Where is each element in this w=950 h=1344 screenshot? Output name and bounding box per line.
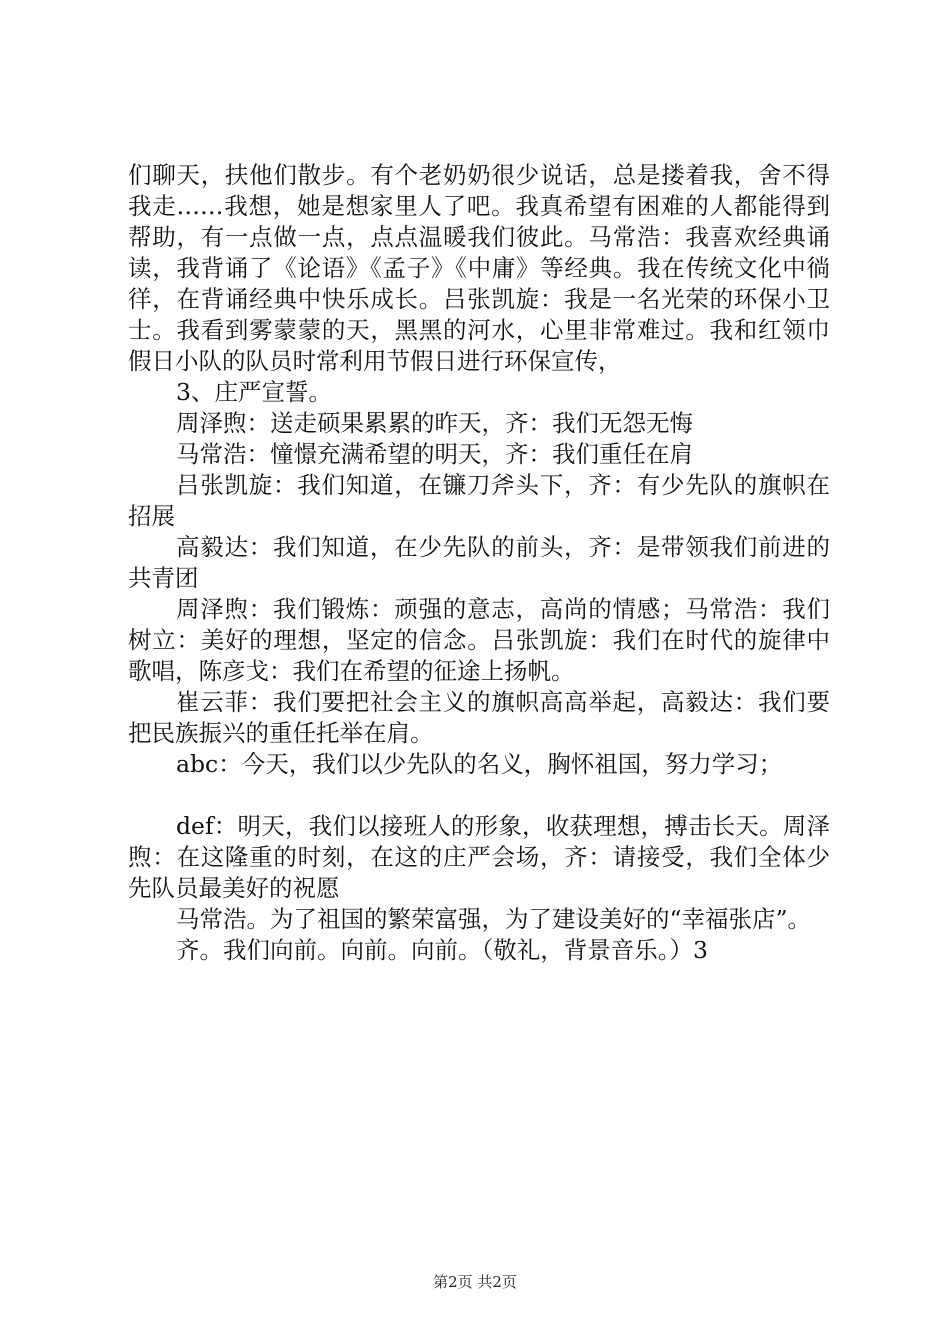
paragraph-4: 马常浩：憧憬充满希望的明天，齐：我们重任在肩 [176, 440, 693, 468]
paragraph-7: 周泽煦：我们锻炼：顽强的意志，高尚的情感；马常浩：我们树立：美好的理想，坚定的信念。吕张凯旋：我们在时代的旋律中歌唱，陈彦戈：我们在希望的征途上扬帆。 [128, 595, 830, 685]
paragraph-6: 高毅达：我们知道，在少先队的前头，齐：是带领我们前进的共青团 [128, 533, 830, 592]
page-number: 第2页 共2页 [433, 1273, 517, 1291]
paragraph-1: 们聊天，扶他们散步。有个老奶奶很少说话，总是搂着我，舍不得我走……我想，她是想家里人了吧。我真希望有困难的人都能得到帮助，有一点做一点，点点温暖我们彼此。马常浩：我喜欢经典诵读，我背诵了《论语》《孟子》《中庸》等经典。我在传统文化中徜徉，在背诵经典中快乐成长。吕张凯旋：我是一名光荣的环保小卫士。我看到雾蒙蒙的天，黑黑的河水，心里非常难过。我和红领巾假日小队的队员时常利用节假日进行环保宣传， [128, 161, 830, 375]
paragraph-9: abc：今天，我们以少先队的名义，胸怀祖国，努力学习； [176, 750, 783, 778]
paragraph-12: 齐。我们向前。向前。向前。（敬礼，背景音乐。）3 [176, 936, 708, 964]
paragraph-5: 吕张凯旋：我们知道，在镰刀斧头下，齐：有少先队的旗帜在招展 [128, 471, 830, 530]
paragraph-8: 崔云菲：我们要把社会主义的旗帜高高举起，高毅达：我们要把民族振兴的重任托举在肩。 [128, 688, 830, 747]
paragraph-2: 3、庄严宣誓。 [176, 378, 332, 406]
paragraph-11: 马常浩。为了祖国的繁荣富强，为了建设美好的“幸福张店”。 [176, 905, 812, 933]
paragraph-10: def：明天，我们以接班人的形象，收获理想，搏击长天。周泽煦：在这隆重的时刻，在这的庄严会场，齐：请接受，我们全体少先队员最美好的祝愿 [128, 812, 830, 902]
blank-line [128, 780, 830, 811]
document-body [128, 160, 830, 966]
paragraph-3: 周泽煦：送走硕果累累的昨天，齐：我们无怨无悔 [176, 409, 693, 437]
